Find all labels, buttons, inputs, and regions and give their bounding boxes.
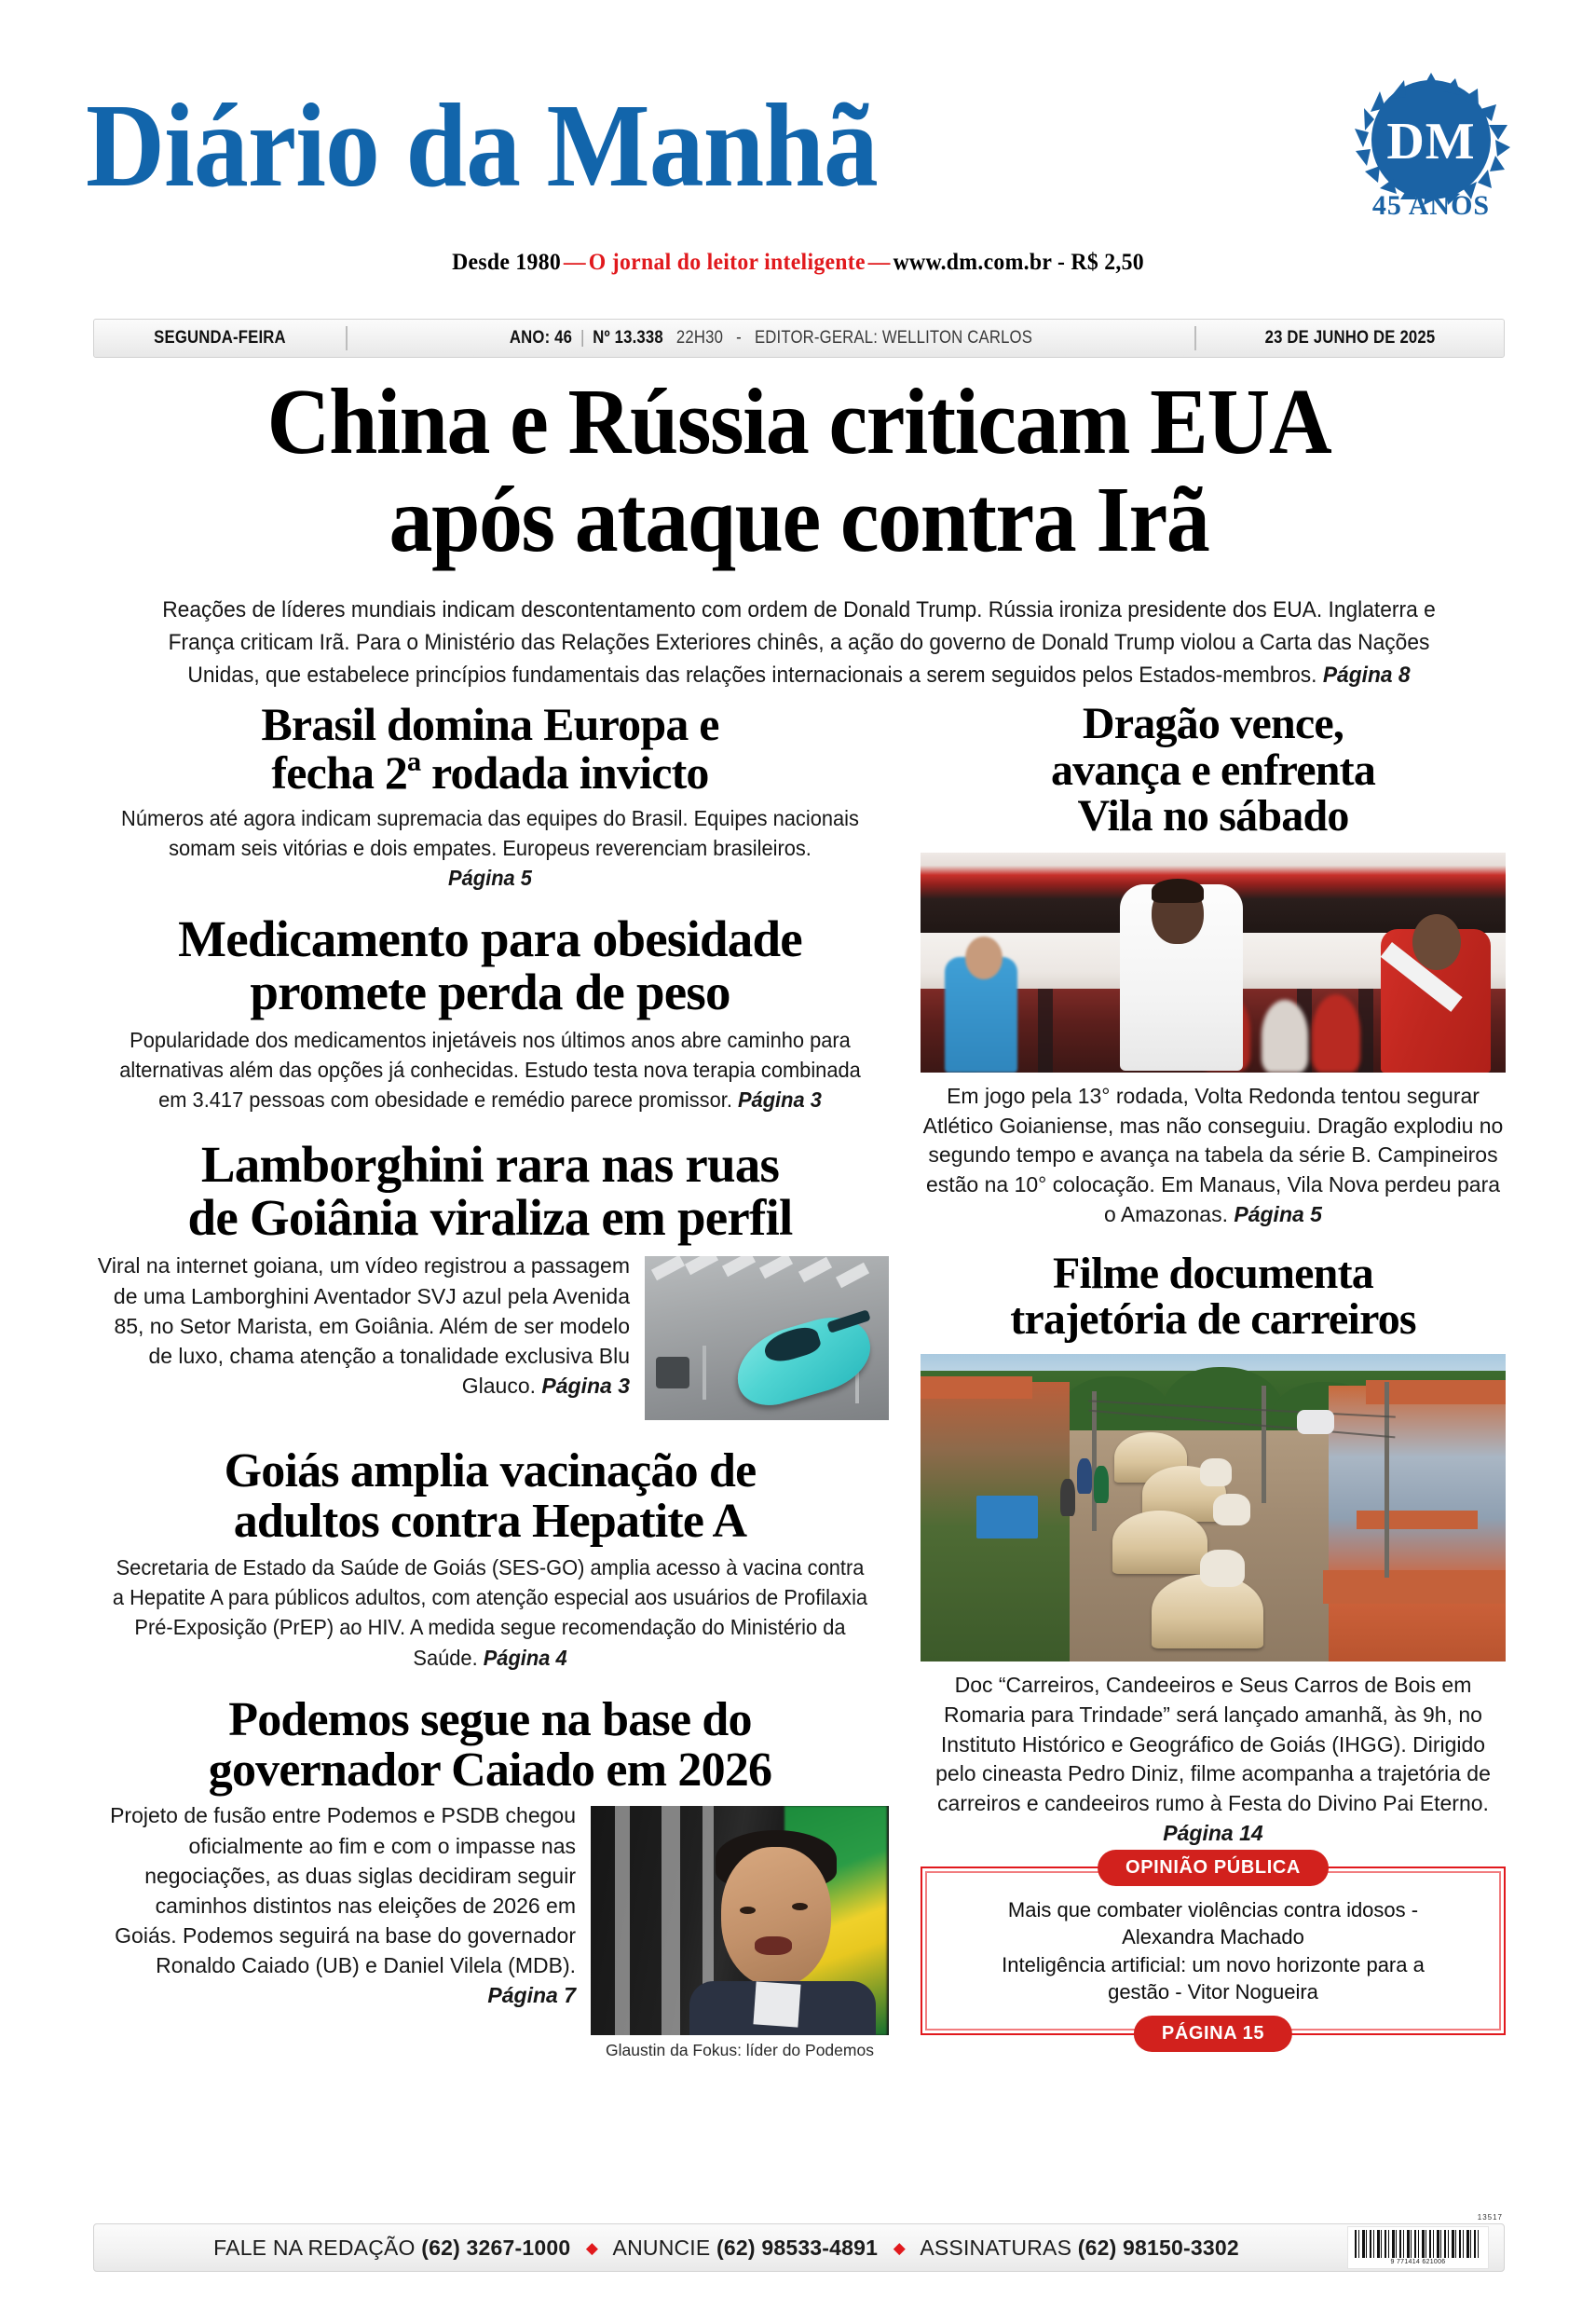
diamond-separator-icon: ◆	[893, 2239, 906, 2258]
article-hepatite	[91, 1446, 889, 1672]
label-assinaturas: ASSINATURAS	[920, 2235, 1072, 2260]
lead-deck-text: Reações de líderes mundiais indicam descontentamento com ordem de Donald Trump. Rússia ironiza presidente dos EUA. Inglaterra e França criticam Irã. Para o Ministério das Relações Exteriores chinês, a ação do governo de Donald Trump violou a Carta das Nações Unidas, que estabelece princípios fundamentais das relações internacionais a serem seguidos pelos Estados-membros.	[162, 597, 1436, 688]
oxcart-photo	[921, 1354, 1506, 1661]
barcode-small-number: 13517	[1477, 2213, 1503, 2222]
newspaper-title: Diário da Manhã	[86, 79, 878, 212]
headline-line2: avança e enfrenta	[1050, 745, 1376, 795]
headline-line2: promete perda de peso	[250, 963, 730, 1020]
ox-animal	[1213, 1494, 1250, 1525]
lamborghini-body	[91, 1251, 889, 1424]
infobar-divider-left	[346, 326, 348, 350]
caption-text: Em jogo pela 13° rodada, Volta Redonda tentou segurar Atlético Goianiense, mas não conseguiu. Dragão explodiu no segundo tempo e avança na tabela da série B. Campineiros estão na 10° colocação. Em Manaus, Vila Nova perdeu para o Amazonas.	[922, 1084, 1504, 1226]
contact-footer-bar	[93, 2223, 1505, 2272]
podemos-photo	[591, 1806, 889, 2035]
subject-mouth	[755, 1936, 792, 1955]
opinion-item-2-author[interactable]: gestão - Vitor Nogueira	[1108, 1979, 1318, 2003]
utility-pole	[1092, 1391, 1097, 1531]
phone-redacao[interactable]: (62) 3267-1000	[421, 2235, 571, 2260]
opinion-item-2-title[interactable]: Inteligência artificial: um novo horizonte para a	[1002, 1952, 1425, 1976]
subject-face	[721, 1847, 831, 1987]
lead-headline-line2: após ataque contra Irã	[389, 467, 1209, 572]
page-ref[interactable]: Página 5	[1234, 1201, 1322, 1226]
issue-editor: EDITOR-GERAL: WELLITON CARLOS	[754, 328, 1033, 348]
deck-text: Popularidade dos medicamentos injetáveis nos últimos anos abre caminho para alternativas além das opções já conhecidas. Estudo testa nova terapia combinada em 3.417 pessoas com obesidade e remédio parece promissor.	[119, 1027, 861, 1113]
caption-text: Doc “Carreiros, Candeeiros e Seus Carros de Bois em Romaria para Trindade” será lançado amanhã, às 9h, no Instituto Histórico e Geográfico de Goiás (IHGG). Dirigido pelo cineasta Pedro Diniz, filme acompanha a trajetória de carreiros e candeeiros rumo à Festa do Divino Pai Eterno.	[935, 1673, 1491, 1815]
crowd-figure	[1262, 1000, 1308, 1073]
deck-text: Números até agora indicam supremacia das equipes do Brasil. Equipes nacionais somam seis vitórias e dois empates. Europeus reverenciam brasileiros.	[121, 805, 859, 860]
deck-text: Viral na internet goiana, um vídeo registrou a passagem de uma Lamborghini Aventador SVJ azul pela Avenida 85, no Setor Marista, em Goiânia. Além de ser modelo de luxo, chama atenção a tonalidade exclusiva Blu Glauco.	[97, 1253, 630, 1399]
infobar-divider-right	[1194, 326, 1196, 350]
opinion-page-badge[interactable]: PÁGINA 15	[1134, 2016, 1292, 2052]
blue-player-head	[965, 937, 1003, 979]
issue-weekday: SEGUNDA-FEIRA	[154, 328, 286, 348]
utility-pole	[1262, 1386, 1266, 1503]
tagline-slogan: O jornal do leitor inteligente	[588, 250, 866, 275]
article-brasil-europa-deck	[111, 803, 868, 894]
roof-tile	[1357, 1511, 1478, 1529]
roof-tile	[921, 1376, 1032, 1399]
subject-shirt-collar	[753, 1982, 800, 2028]
opinion-badge-title: OPINIÃO PÚBLICA	[1098, 1850, 1329, 1886]
issue-info-bar	[93, 319, 1505, 358]
pedestrian	[1077, 1458, 1092, 1494]
crowd-figure	[1312, 994, 1360, 1073]
article-filme-headline[interactable]	[921, 1248, 1506, 1345]
podemos-photo-block	[591, 1806, 889, 2060]
phone-assinaturas[interactable]: (62) 98150-3302	[1077, 2235, 1239, 2260]
stand-stripe	[1358, 989, 1373, 1073]
opinion-box	[921, 1857, 1506, 2044]
headline-line2: fecha 2ª rodada invicto	[271, 745, 709, 799]
podemos-photo-caption: Glaustin da Fokus: líder do Podemos	[606, 2041, 874, 2060]
headline-line1: Filme documenta	[1053, 1248, 1373, 1298]
lamborghini-photo	[645, 1256, 889, 1420]
article-filme	[921, 1248, 1506, 1849]
street-object	[656, 1357, 689, 1388]
deck-text: Secretaria de Estado da Saúde de Goiás (SES-GO) amplia acesso à vacina contra a Hepatite A para públicos adultos, com atenção especial aos usuários de Profilaxia Pré-Exposição (PrEP) ao HIV. A medida segue recomendação do Ministério da Saúde.	[112, 1554, 868, 1670]
page-ref[interactable]: Página 14	[1163, 1820, 1263, 1845]
ox-cart	[1112, 1511, 1207, 1574]
article-dragao-caption	[921, 1082, 1506, 1230]
ox-animal	[1200, 1458, 1232, 1486]
lead-headline[interactable]	[143, 369, 1455, 572]
red-player-head	[1412, 914, 1461, 970]
anniversary-years: 45 ANOS	[1371, 190, 1491, 221]
article-brasil-europa	[91, 698, 889, 893]
podemos-body	[91, 1800, 889, 2064]
article-lamborghini-headline[interactable]	[91, 1136, 889, 1247]
dm-initials: DM	[1386, 113, 1476, 171]
tagline-website[interactable]: www.dm.com.br	[893, 250, 1052, 275]
dm-anniversary-logo	[1324, 73, 1538, 229]
background-column	[615, 1806, 630, 2035]
sunburst-icon	[1355, 73, 1510, 205]
headline-line1: Goiás amplia vacinação de	[224, 1444, 757, 1498]
issue-year: ANO: 46	[509, 328, 573, 348]
headline-line3: Vila no sábado	[1077, 791, 1349, 841]
issue-date: 23 DE JUNHO DE 2025	[1264, 328, 1436, 348]
headline-line2: governador Caiado em 2026	[208, 1743, 772, 1797]
right-column	[921, 699, 1506, 2044]
label-redacao: FALE NA REDAÇÃO	[213, 2235, 416, 2260]
masthead	[0, 0, 1596, 275]
article-medicamento-deck	[111, 1025, 868, 1115]
barcode	[1347, 2226, 1489, 2269]
article-hepatite-deck	[111, 1552, 868, 1673]
parked-car	[1297, 1410, 1334, 1434]
white-player-hair	[1152, 879, 1204, 903]
background-column	[662, 1806, 680, 2035]
opinion-item-1-author[interactable]: Alexandra Machado	[1122, 1925, 1304, 1949]
pedestrian	[1094, 1466, 1109, 1503]
headline-line2: adultos contra Hepatite A	[233, 1495, 747, 1549]
article-hepatite-headline[interactable]	[91, 1446, 889, 1547]
headline-line1: Lamborghini rara nas ruas	[200, 1136, 780, 1194]
roof-tile	[1323, 1570, 1506, 1604]
infobar-dash: -	[736, 328, 742, 348]
barcode-bars-icon	[1355, 2230, 1481, 2258]
page-ref[interactable]: Página 3	[737, 1087, 822, 1113]
contact-info	[105, 2236, 1347, 2261]
headline-line1: Brasil domina Europa e	[261, 698, 719, 750]
article-medicamento-headline[interactable]	[91, 910, 889, 1020]
soccer-photo	[921, 853, 1506, 1073]
article-podemos-headline[interactable]	[91, 1692, 889, 1797]
opinion-item-1-title[interactable]: Mais que combater violências contra idosos -	[1007, 1898, 1419, 1922]
lead-deck	[149, 595, 1448, 691]
headline-line1: Podemos segue na base do	[228, 1692, 752, 1746]
article-dragao	[921, 701, 1506, 1230]
opinion-article-list	[939, 1896, 1487, 2004]
lead-headline-line1: China e Rússia criticam EUA	[266, 369, 1331, 473]
pedestrian	[1060, 1479, 1075, 1516]
headline-line2: de Goiânia viraliza em perfil	[187, 1189, 793, 1247]
street-sign	[976, 1496, 1038, 1538]
issue-time: 22H30	[675, 328, 724, 348]
tagline-since: Desde 1980	[452, 250, 562, 275]
street-pole	[703, 1346, 706, 1400]
article-brasil-europa-headline[interactable]	[91, 698, 889, 799]
issue-details	[399, 328, 1144, 349]
article-dragao-headline[interactable]	[921, 701, 1506, 840]
label-anuncie: ANUNCIE	[612, 2235, 711, 2260]
masthead-tagline: Desde 1980 — O jornal do leitor inteligente — www.dm.com.br - R$ 2,50	[452, 250, 1144, 275]
issue-number: Nº 13.338	[593, 328, 663, 348]
page-ref[interactable]: Página 7	[487, 1983, 576, 2008]
article-medicamento	[91, 910, 889, 1114]
article-lamborghini	[91, 1136, 889, 1424]
ox-animal	[1200, 1550, 1245, 1587]
article-filme-caption	[921, 1671, 1506, 1848]
page-ref[interactable]: Página 4	[483, 1645, 567, 1670]
page-ref[interactable]: Página 5	[448, 865, 532, 890]
barcode-number: 9 771414 621006	[1390, 2259, 1446, 2265]
infobar-pipe: |	[580, 328, 585, 348]
headline-line1: Dragão vence,	[1082, 699, 1344, 748]
headline-line1: Medicamento para obesidade	[178, 910, 802, 968]
lead-page-ref[interactable]: Página 8	[1322, 662, 1411, 688]
left-column	[91, 698, 889, 2073]
phone-anuncie[interactable]: (62) 98533-4891	[716, 2235, 879, 2260]
deck-text: Projeto de fusão entre Podemos e PSDB chegou oficialmente ao fim e com o impasse nas negociações, as duas siglas decidiram seguir caminhos distintos nas eleições de 2026 em Goiás. Podemos seguirá na base do governador Ronaldo Caiado (UB) e Daniel Vilela (MDB).	[110, 1803, 576, 1978]
article-podemos	[91, 1692, 889, 2065]
stand-stripe	[1038, 989, 1053, 1073]
diamond-separator-icon: ◆	[585, 2239, 599, 2258]
utility-pole	[1385, 1382, 1389, 1578]
page-ref[interactable]: Página 3	[541, 1374, 630, 1399]
headline-line2: trajetória de carreiros	[1010, 1294, 1416, 1345]
tagline-price: R$ 2,50	[1071, 250, 1144, 275]
